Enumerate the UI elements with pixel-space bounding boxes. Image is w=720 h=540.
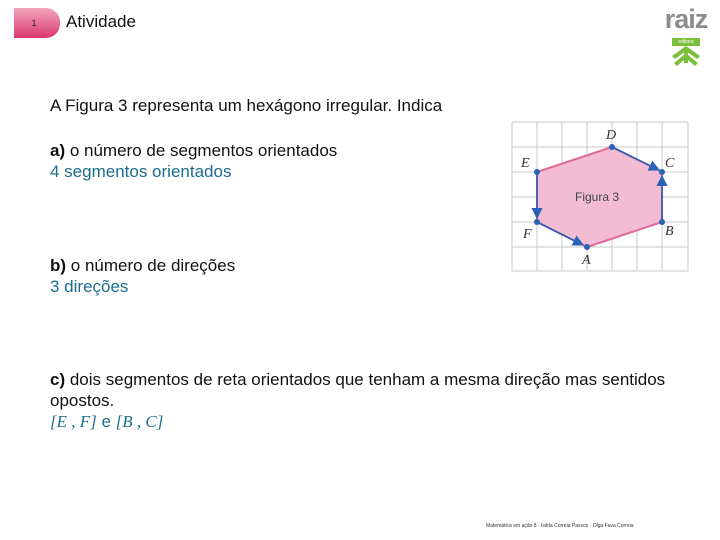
- footer-credits: Matemática em ação 8 · Isilda Correia Passos · Olga Fava Correia: [486, 523, 634, 529]
- label-f: F: [523, 227, 532, 242]
- label-e: E: [521, 156, 530, 171]
- raiz-logo: [660, 4, 712, 66]
- logo-arrows-icon: [660, 8, 712, 66]
- label-d: D: [606, 128, 617, 143]
- answer-b: 3 direções: [50, 277, 129, 296]
- question-b-letter: b): [50, 256, 67, 275]
- page-title: Atividade: [66, 12, 136, 31]
- label-b: B: [665, 224, 674, 239]
- answer-c-part1: [E , F]: [50, 412, 97, 431]
- answer-c-part2: [B , C]: [115, 412, 164, 431]
- question-c: [50, 369, 670, 432]
- slide-number: 1: [31, 18, 37, 28]
- label-a: A: [582, 253, 591, 268]
- answer-c-sep: e: [96, 412, 116, 431]
- slide-number-badge: [14, 8, 60, 38]
- figure-caption: Figura 3: [575, 190, 620, 204]
- vertex-a: [584, 244, 590, 250]
- hexagon-figure: [510, 120, 690, 272]
- question-b-text: o número de direções: [66, 256, 236, 275]
- question-c-text: dois segmentos de reta orientados que tenham a mesma direção mas sentidos opostos.: [50, 370, 666, 410]
- question-a-text: o número de segmentos orientados: [65, 141, 338, 160]
- question-c-letter: c): [50, 370, 66, 389]
- logo-sub: editora: [672, 38, 700, 46]
- logo-word: raiz: [664, 4, 708, 34]
- intro-text: A Figura 3 representa um hexágono irregular. Indica: [50, 96, 443, 115]
- label-c: C: [665, 156, 675, 171]
- hexagon-diagram: [510, 120, 690, 272]
- answer-a: 4 segmentos orientados: [50, 162, 232, 181]
- question-a-letter: a): [50, 141, 66, 160]
